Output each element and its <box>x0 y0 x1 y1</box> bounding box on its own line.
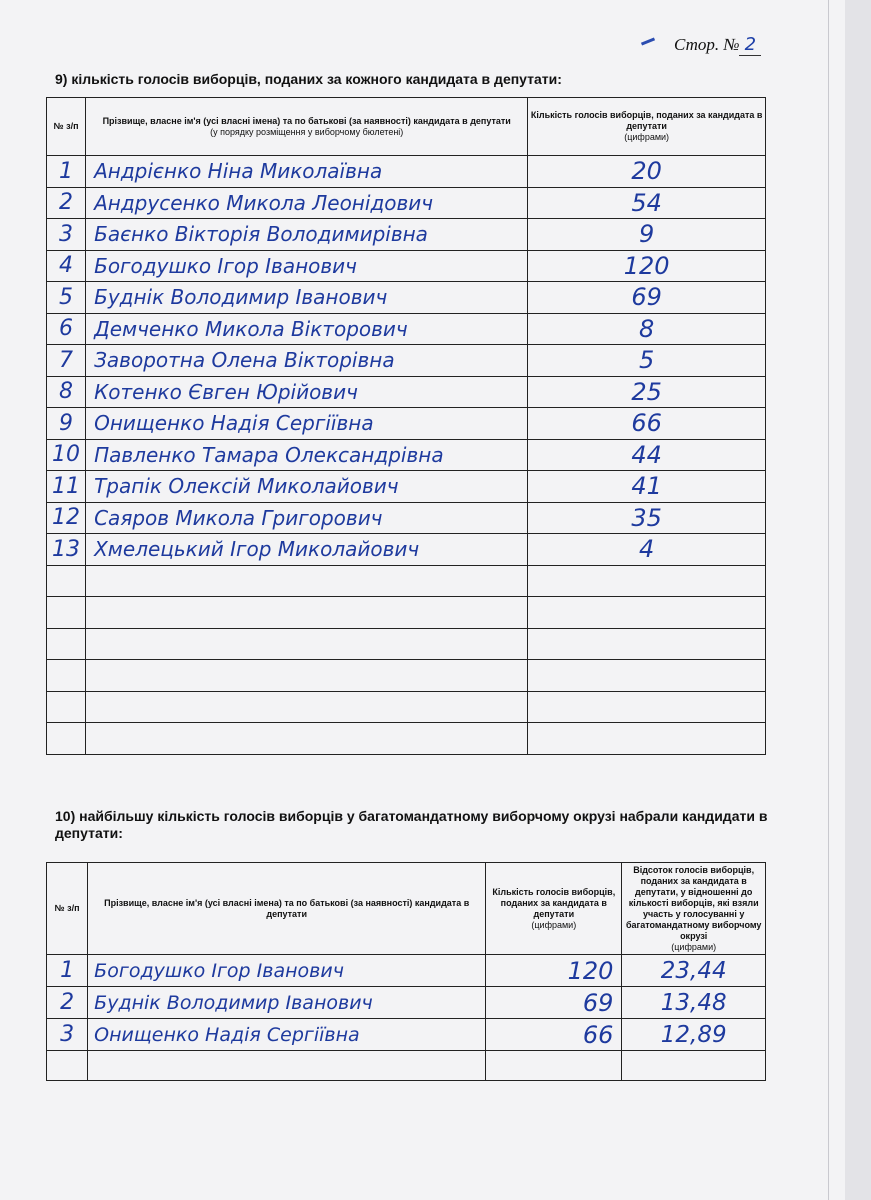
empty-cell <box>86 565 528 597</box>
table-row <box>47 987 766 1019</box>
empty-cell <box>528 723 766 755</box>
vote-count: 69 <box>528 282 766 314</box>
empty-cell <box>47 1051 88 1081</box>
row-number: 1 <box>47 955 88 987</box>
table-row <box>47 534 766 566</box>
page-number-value: 2 <box>739 34 761 56</box>
candidate-name: Богодушко Ігор Іванович <box>86 250 528 282</box>
empty-table-row <box>47 723 766 755</box>
table-row <box>47 282 766 314</box>
empty-cell <box>88 1051 486 1081</box>
empty-cell <box>86 597 528 629</box>
candidate-name: Трапік Олексій Миколайович <box>86 471 528 503</box>
vote-count: 66 <box>528 408 766 440</box>
vote-count: 9 <box>528 219 766 251</box>
empty-cell <box>86 628 528 660</box>
empty-cell <box>528 565 766 597</box>
table-row <box>47 471 766 503</box>
vote-count: 41 <box>528 471 766 503</box>
top-candidates-table <box>46 862 766 1081</box>
row-number: 3 <box>47 1019 88 1051</box>
vote-count: 54 <box>528 187 766 219</box>
candidate-name: Котенко Євген Юрійович <box>86 376 528 408</box>
vote-count: 35 <box>528 502 766 534</box>
empty-cell <box>47 660 86 692</box>
empty-cell <box>47 597 86 629</box>
empty-cell <box>47 723 86 755</box>
vote-count: 69 <box>486 987 622 1019</box>
col-name-header: Прізвище, власне ім'я (усі власні імена) та по батькові (за наявності) кандидата в депутати (у порядку розміщення у виборчому бюлетені) <box>86 98 528 156</box>
section-10-title: 10) найбільшу кількість голосів виборців у багатомандатному виборчому окрузі набрали кандидати в депутати: <box>55 808 768 841</box>
vote-percentage: 23,44 <box>622 955 766 987</box>
row-number: 7 <box>47 345 86 377</box>
empty-cell <box>622 1051 766 1081</box>
empty-cell <box>528 691 766 723</box>
vote-percentage: 13,48 <box>622 987 766 1019</box>
empty-table-row <box>47 1051 766 1081</box>
page-number <box>674 34 761 56</box>
page-number-label: Стор. № <box>674 35 740 54</box>
row-number: 12 <box>47 502 86 534</box>
empty-table-row <box>47 628 766 660</box>
table-row <box>47 408 766 440</box>
page-edge-shadow <box>845 0 871 1200</box>
row-number: 11 <box>47 471 86 503</box>
candidate-name: Андрієнко Ніна Миколаївна <box>86 156 528 188</box>
pen-tick-mark <box>641 37 655 45</box>
candidate-name: Хмелецький Ігор Миколайович <box>86 534 528 566</box>
row-number: 5 <box>47 282 86 314</box>
empty-cell <box>86 691 528 723</box>
col-num-header: № з/п <box>47 98 86 156</box>
empty-cell <box>528 597 766 629</box>
empty-cell <box>86 723 528 755</box>
top-candidates-body <box>47 955 766 1081</box>
candidate-votes-table <box>46 97 766 755</box>
candidate-name: Онищенко Надія Сергіївна <box>86 408 528 440</box>
vote-count: 4 <box>528 534 766 566</box>
table-row <box>47 955 766 987</box>
vote-count: 20 <box>528 156 766 188</box>
empty-cell <box>47 565 86 597</box>
candidate-votes-body <box>47 156 766 755</box>
table-row <box>47 250 766 282</box>
table-header-row <box>47 98 766 156</box>
row-number: 9 <box>47 408 86 440</box>
candidate-name: Буднік Володимир Іванович <box>86 282 528 314</box>
table-row <box>47 502 766 534</box>
row-number: 2 <box>47 987 88 1019</box>
empty-cell <box>86 660 528 692</box>
col-pct-header: Відсоток голосів виборців, поданих за кандидата в депутати, у відношенні до кількості виборців, які взяли участь у голосуванні у багатомандатному виборчому окрузі (цифрами) <box>622 863 766 955</box>
vote-count: 120 <box>528 250 766 282</box>
row-number: 8 <box>47 376 86 408</box>
candidate-name: Онищенко Надія Сергіївна <box>88 1019 486 1051</box>
empty-cell <box>47 691 86 723</box>
vote-count: 44 <box>528 439 766 471</box>
candidate-name: Андрусенко Микола Леонідович <box>86 187 528 219</box>
vote-count: 8 <box>528 313 766 345</box>
table-row <box>47 156 766 188</box>
candidate-name: Демченко Микола Вікторович <box>86 313 528 345</box>
empty-cell <box>486 1051 622 1081</box>
empty-cell <box>528 628 766 660</box>
table-row <box>47 345 766 377</box>
table-row <box>47 219 766 251</box>
table-row <box>47 1019 766 1051</box>
vote-count: 66 <box>486 1019 622 1051</box>
row-number: 2 <box>47 187 86 219</box>
table-row <box>47 313 766 345</box>
col-name-header: Прізвище, власне ім'я (усі власні імена) та по батькові (за наявності) кандидата в депутати <box>88 863 486 955</box>
vote-count: 120 <box>486 955 622 987</box>
empty-table-row <box>47 565 766 597</box>
table-row <box>47 439 766 471</box>
row-number: 4 <box>47 250 86 282</box>
candidate-name: Заворотна Олена Вікторівна <box>86 345 528 377</box>
vote-count: 25 <box>528 376 766 408</box>
row-number: 10 <box>47 439 86 471</box>
section-9-title: 9) кількість голосів виборців, поданих за кожного кандидата в депутати: <box>55 71 562 87</box>
row-number: 1 <box>47 156 86 188</box>
candidate-name: Богодушко Ігор Іванович <box>88 955 486 987</box>
candidate-name: Буднік Володимир Іванович <box>88 987 486 1019</box>
page-edge <box>828 0 829 1200</box>
empty-table-row <box>47 691 766 723</box>
row-number: 3 <box>47 219 86 251</box>
table-header-row <box>47 863 766 955</box>
row-number: 6 <box>47 313 86 345</box>
vote-count: 5 <box>528 345 766 377</box>
col-votes-header: Кількість голосів виборців, поданих за кандидата в депутати (цифрами) <box>486 863 622 955</box>
vote-percentage: 12,89 <box>622 1019 766 1051</box>
candidate-name: Баєнко Вікторія Володимирівна <box>86 219 528 251</box>
col-num-header: № з/п <box>47 863 88 955</box>
candidate-name: Павленко Тамара Олександрівна <box>86 439 528 471</box>
empty-table-row <box>47 660 766 692</box>
table-row <box>47 187 766 219</box>
empty-cell <box>528 660 766 692</box>
row-number: 13 <box>47 534 86 566</box>
empty-table-row <box>47 597 766 629</box>
table-row <box>47 376 766 408</box>
col-votes-header: Кількість голосів виборців, поданих за кандидата в депутати (цифрами) <box>528 98 766 156</box>
empty-cell <box>47 628 86 660</box>
candidate-name: Саяров Микола Григорович <box>86 502 528 534</box>
